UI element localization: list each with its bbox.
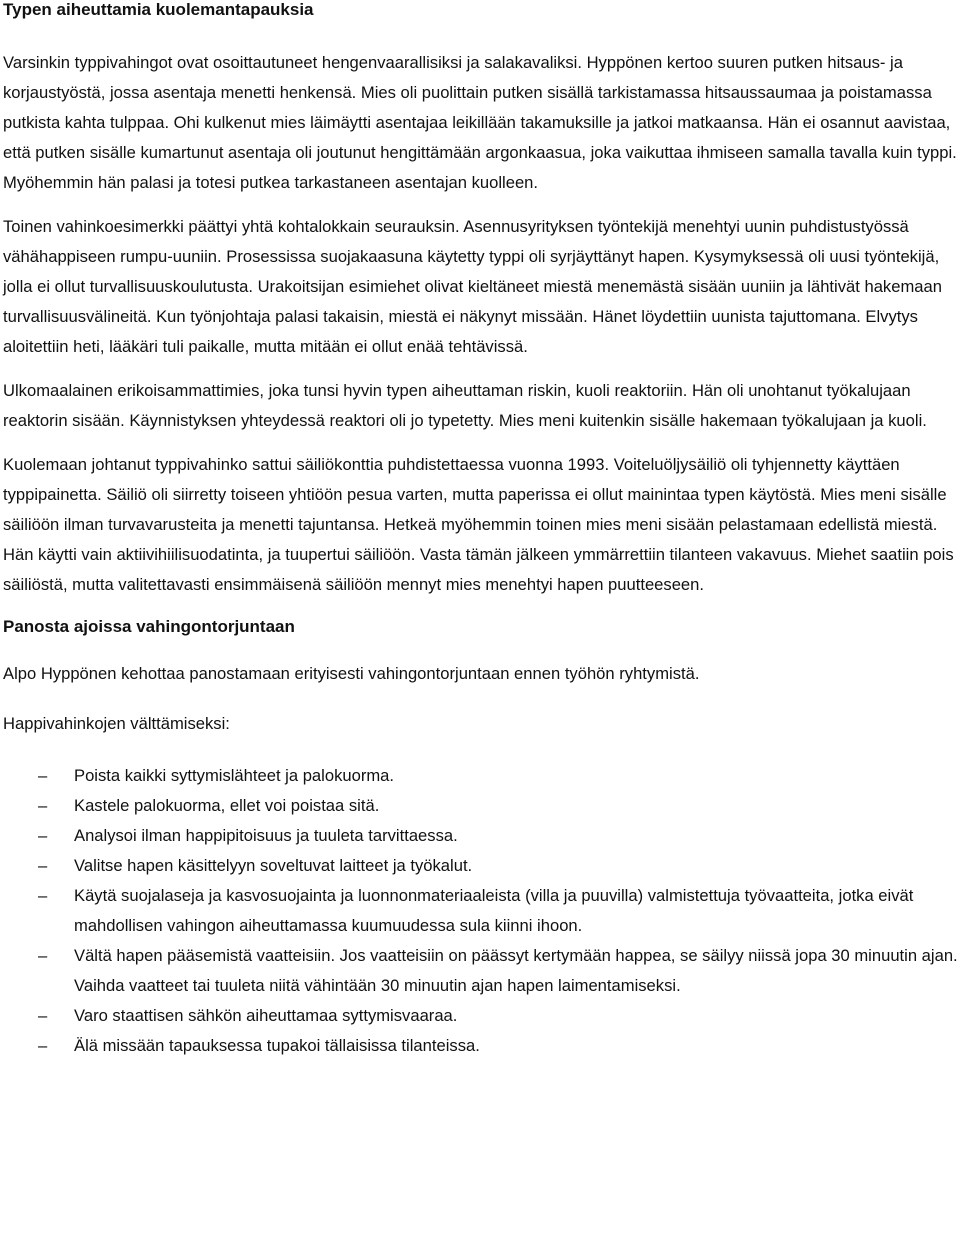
list-item-text: Käytä suojalaseja ja kasvosuojainta ja luonnonmateriaaleista (villa ja puuvilla) valmistettuja työvaatteita, jotka eivät mahdollisen vahingon aiheuttamassa kuumuudessa sula kiinni ihoon. — [74, 886, 914, 935]
prevention-list — [3, 761, 959, 1061]
dash-bullet-icon: – — [38, 796, 48, 815]
document-page — [3, 0, 959, 1061]
list-label: Happivahinkojen välttämiseksi: — [3, 714, 230, 733]
dash-bullet-icon: – — [38, 946, 48, 965]
list-item — [3, 851, 959, 881]
list-item-text: Kastele palokuorma, ellet voi poistaa sitä. — [74, 796, 380, 815]
list-item — [3, 881, 959, 941]
section-heading-prevention: Panosta ajoissa vahingontorjuntaan — [3, 617, 295, 636]
paragraph-prevention-intro: Alpo Hyppönen kehottaa panostamaan erityisesti vahingontorjuntaan ennen työhön ryhtymistä. — [3, 664, 700, 683]
list-item-text: Analysoi ilman happipitoisuus ja tuuleta tarvittaessa. — [74, 826, 458, 845]
dash-bullet-icon: – — [38, 856, 48, 875]
paragraph-reactor-incident: Ulkomaalainen erikoisammattimies, joka tunsi hyvin typen aiheuttaman riskin, kuoli reaktoriin. Hän oli unohtanut työkalujaan reaktorin sisään. Käynnistyksen yhteydessä reaktori oli jo typetetty. Mies meni kuitenkin sisälle hakemaan työkalujaan ja kuoli. — [3, 381, 927, 430]
list-item — [3, 941, 959, 1001]
list-item — [3, 1001, 959, 1031]
paragraph-argon-incident: Varsinkin typpivahingot ovat osoittautuneet hengenvaarallisiksi ja salakavaliksi. Hyppönen kertoo suuren putken hitsaus- ja korjaustyöstä, jossa asentaja menetti henkensä. Mies oli puolittain putken sisällä tarkistamassa hitsaussaumaa ja poistamassa putkista kahta tulppaa. Ohi kulkenut mies läimäytti asentajaa leikillään takamuksille ja jatkoi matkaansa. Hän ei osannut aavistaa, että putken sisälle kumartunut asentaja oli joutunut hengittämään argonkaasua, joka vaikuttaa ihmiseen samalla tavalla kuin typpi. Myöhemmin hän palasi ja totesi putkea tarkastaneen asentajan kuolleen. — [3, 53, 957, 192]
section-heading-deaths: Typen aiheuttamia kuolemantapauksia — [3, 0, 314, 19]
list-item — [3, 821, 959, 851]
dash-bullet-icon: – — [38, 1036, 48, 1055]
paragraph-drum-furnace-incident: Toinen vahinkoesimerkki päättyi yhtä kohtalokkain seurauksin. Asennusyrityksen työntekijä menehtyi uunin puhdistustyössä vähähappiseen rumpu-uuniin. Prosessissa suojakaasuna käytetty typpi oli syrjäyttänyt hapen. Kysymyksessä oli uusi työntekijä, jolla ei ollut turvallisuuskoulutusta. Urakoitsijan esimiehet olivat kieltäneet miestä menemästä sisään uuniin ja lähtivät hakemaan turvallisuusvälineitä. Kun työnjohtaja palasi takaisin, miestä ei näkynyt missään. Hänet löydettiin uunista tajuttomana. Elvytys aloitettiin heti, lääkäri tuli paikalle, mutta mitään ei ollut enää tehtävissä. — [3, 217, 942, 356]
list-item-text: Valitse hapen käsittelyyn soveltuvat laitteet ja työkalut. — [74, 856, 473, 875]
list-item — [3, 761, 959, 791]
list-item-text: Älä missään tapauksessa tupakoi tällaisissa tilanteissa. — [74, 1036, 480, 1055]
list-item — [3, 1031, 959, 1061]
dash-bullet-icon: – — [38, 1006, 48, 1025]
dash-bullet-icon: – — [38, 766, 48, 785]
list-item-text: Varo staattisen sähkön aiheuttamaa syttymisvaaraa. — [74, 1006, 458, 1025]
dash-bullet-icon: – — [38, 826, 48, 845]
list-item — [3, 791, 959, 821]
list-item-text: Vältä hapen pääsemistä vaatteisiin. Jos vaatteisiin on päässyt kertymään happea, se säilyy niissä jopa 30 minuutin ajan. Vaihda vaatteet tai tuuleta niitä vähintään 30 minuutin ajan hapen laimentamiseksi. — [74, 946, 958, 995]
paragraph-tank-incident: Kuolemaan johtanut typpivahinko sattui säiliökonttia puhdistettaessa vuonna 1993. Voiteluöljysäiliö oli tyhjennetty käyttäen typpipainetta. Säiliö oli siirretty toiseen yhtiöön pesua varten, mutta paperissa ei ollut mainintaa typen käytöstä. Mies meni sisälle säiliöön ilman turvavarusteita ja menetti tajuntansa. Hetkeä myöhemmin toinen mies meni sisään pelastamaan edellistä miestä. Hän käytti vain aktiivihiilisuodatinta, ja tuupertui säiliöön. Vasta tämän jälkeen ymmärrettiin tilanteen vakavuus. Miehet saatiin pois säiliöstä, mutta valitettavasti ensimmäisenä säiliöön mennyt mies menehtyi hapen puutteeseen. — [3, 455, 954, 594]
list-item-text: Poista kaikki syttymislähteet ja palokuorma. — [74, 766, 395, 785]
dash-bullet-icon: – — [38, 886, 48, 905]
